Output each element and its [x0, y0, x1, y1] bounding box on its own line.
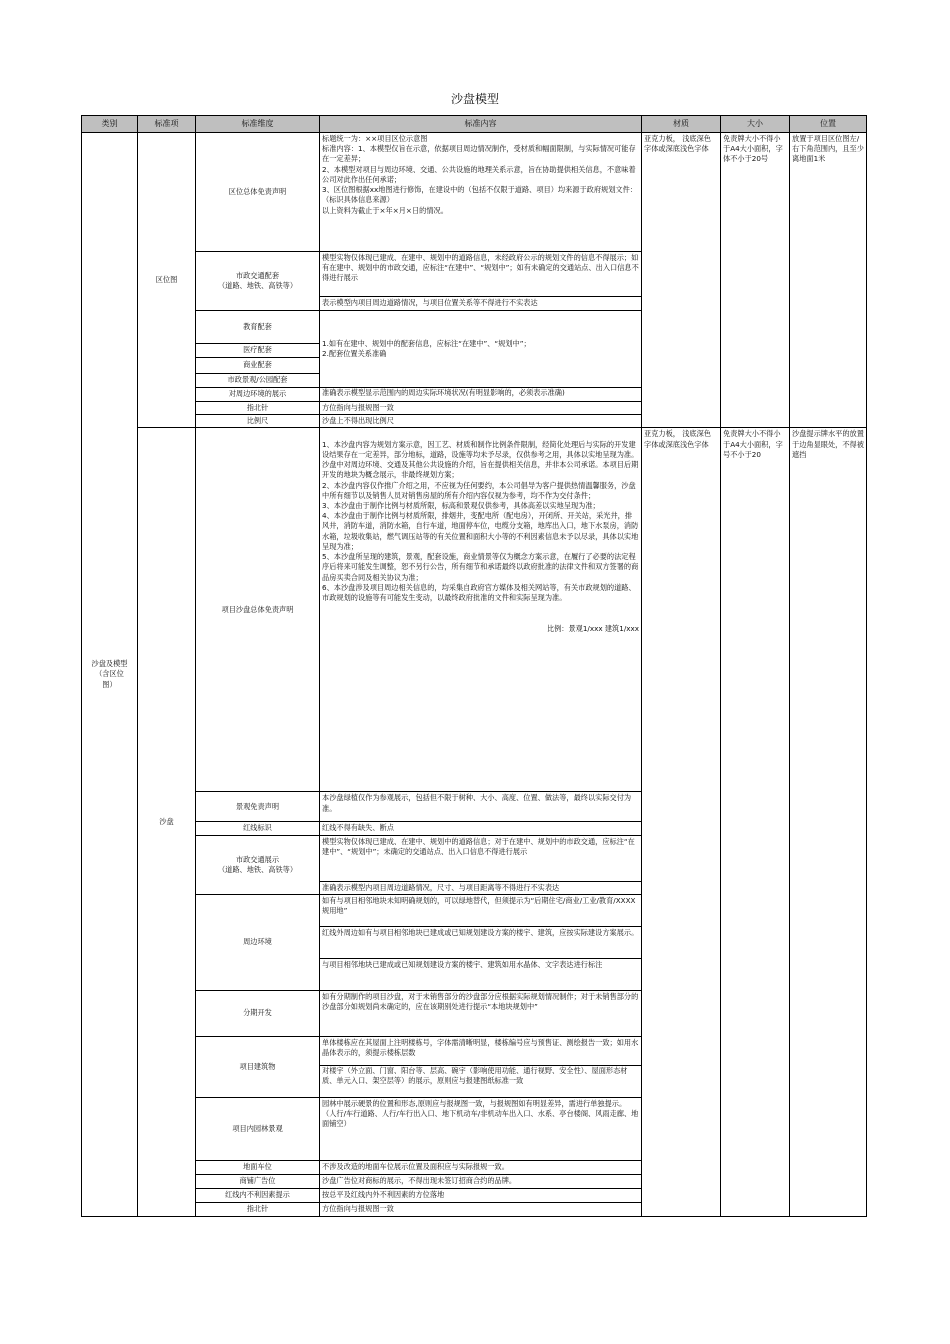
content-cell: 本沙盘绿植仅作为参观展示，包括但不限于树种、大小、高度、位置、做法等，最终以实际交付为准。	[320, 792, 642, 822]
content-cell: 与项目相邻地块已建成或已知规划建设方案的楼宇、建筑如用水晶体、文字表达进行标注	[320, 958, 642, 990]
content-cell: 准确表示模型显示范围内的周边实际环境状况(有明显影响的，必须表示准确)	[322, 388, 565, 397]
material-cell: 亚克力板， 浅底深色字体或深底浅色字体	[642, 428, 721, 1216]
standards-table	[81, 115, 867, 1217]
dimension-cell: 商业配套	[196, 358, 320, 374]
dimension-cell: 区位总体免责声明	[196, 133, 320, 252]
position-cell: 放置于项目区位图左/右下角范围内，且至少离地面1米	[790, 133, 867, 428]
page-title: 沙盘模型	[450, 92, 499, 106]
category-cell: 沙盘及模型 （含区位 图）	[82, 133, 138, 1217]
content-cell: 方位指向与报规图一致	[320, 402, 642, 415]
dimension-cell: 指北针	[196, 1202, 320, 1216]
content-cell: 模型实物仅体现已建成、在建中、规划中的道路信息；对于在建中、规划中的市政交通，应标注“在建中”、“规划中”；未确定的交通站点、出入口信息不得进行展示	[320, 835, 642, 881]
content-cell: 单体楼栋应在其屋面上注明楼栋号，字体需清晰明显，楼栋编号应与预售证、测绘报告一致；如用水晶体表示的，须提示楼栋层数	[320, 1036, 642, 1065]
dimension-cell: 教育配套	[196, 311, 320, 344]
disclaimer-text: 1、本沙盘内容为规划方案示意，因工艺、材质和制作比例条件限制，经简化处理后与实际的开发建设结果存在一定差异，部分地标，道路，设施等均未予尽录，仅供参考之用，具体以实地呈现为准。沙盘中对周边环境、交通及其他公共设施的介绍，旨在提供相关信息，并非本公司承诺。本项目后期开发的地块为概念展示，非最终规划方案； 2、本沙盘内容仅作推广介绍之用，不应视为任何要约，本公司倡导为客户提供热情温馨服务，沙盘中所有细节以及销售人员对销售房屋的所有介绍内容仅视为参考，均不作为交付条件； 3、本沙盘由于制作比例与材质所限，标高和景观仅供参考，具体高差以实地呈现为准； 4、本沙盘由于制作比例与材质所限，排烟井，变配电所（配电房），开闭所、开关站，采光井，排风井，消防车道，消防水箱，自行车道，地面停车位，电缆分支箱，地库出入口，地下水泵房，消防水箱，垃圾收集站，燃气调压站等的有关位置和面积大小等的不利因素信息未予以尽录，具体以实地呈现为准； 5、本沙盘所呈现的建筑，景观，配套设施，商业情景等仅为概念方案示意，在履行了必要的法定程序后将来可能发生调整，恕不另行公告，所有细节和承诺最终以政府批准的法律文件和双方签署的商品房买卖合同及相关协议为准； 6、本沙盘涉及项目周边相关信息的，均采集自政府官方媒体及相关网站等，有关市政规划的道路、市政规划的设施等有可能发生变动，以最终政府批准的文件和实际呈现为准。	[322, 439, 639, 602]
dimension-cell: 市政交通配套 （道路、地铁、高铁等）	[196, 252, 320, 311]
dimension-cell: 指北针	[196, 402, 320, 415]
header-size: 大小	[721, 116, 790, 133]
content-cell: 对楼宇（外立面、门窗、阳台等、层高、碗宇（影响使用功能、通行视野、安全性）、屋面形态材质、单元入口、架空层等）的展示，原则应与报建图纸标准一致	[322, 1065, 628, 1086]
content-cell: 如有分期制作的项目沙盘，对于未销售部分的沙盘部分应根据实际规划情况制作；对于未销售部分的沙盘部分如规划尚未确定的，应在该期别处进行提示“本地块规划中”	[320, 990, 642, 1036]
content-cell: 红线不得有缺失、断点	[320, 822, 642, 835]
dimension-cell: 商铺广告位	[196, 1174, 320, 1188]
dimension-cell: 对周边环境的展示	[196, 388, 320, 402]
table-row	[82, 133, 867, 252]
content-cell: 方位指向与报规图一致	[320, 1202, 642, 1216]
content-cell: 沙盘上不得出现比例尺	[320, 415, 642, 428]
header-position: 位置	[790, 116, 867, 133]
dimension-cell: 地面车位	[196, 1160, 320, 1174]
content-cell: 园林中展示硬景的位置和形态,原则应与报规图一致，与报规图如有明显差异，需进行单独提示。 （人行/车行道路、人行/车行出入口、地下机动车/非机动车出入口、水系、亭台楼阁、风雨走廊、地面铺空）	[320, 1097, 642, 1160]
material-cell: 亚克力板， 浅底深色字体或深底浅色字体	[642, 133, 721, 428]
size-cell: 免责牌大小不得小于A4大小面积，字号不小于20	[721, 428, 790, 1216]
header-dimension: 标准维度	[196, 116, 320, 133]
dimension-cell: 红线内不利因素提示	[196, 1188, 320, 1202]
dimension-cell: 红线标识	[196, 822, 320, 835]
content-cell: 准确表示模型内项目周边道路情况，尺寸、与项目距离等不得进行不实表达	[320, 881, 642, 894]
header-material: 材质	[642, 116, 721, 133]
scale-text: 比例：景观1/xxx 建筑1/xxx	[546, 623, 639, 633]
dimension-cell: 市政景观/公园配套	[196, 374, 320, 388]
content-cell: 不涉及改造的地面车位展示位置及面积应与实际报规一致。	[320, 1160, 642, 1174]
content-cell: 红线外周边如有与项目相邻地块已建成或已知规划建设方案的楼宇、建筑，应按实际建设方案展示。	[320, 926, 642, 958]
dimension-cell: 项目沙盘总体免责声明	[196, 428, 320, 792]
content-cell: 表示模型内项目周边道路情况，与项目位置关系等不得进行不实表达	[320, 297, 642, 311]
content-cell: 按总平及红线内外不利因素的方位落地	[320, 1188, 642, 1202]
dimension-cell: 项目建筑物	[196, 1036, 320, 1097]
position-cell: 沙盘提示牌水平的放置于边角显眼处，不得被遮挡	[790, 428, 867, 1216]
content-cell: 如有与项目相邻地块未知明确规划的，可以绿地替代，但须提示为“后期住宅/商业/工业/教育/XXXX规用地”	[320, 894, 642, 926]
content-cell: 1.如有在建中、规划中的配套信息，应标注“在建中”、“规划中”； 2.配套位置关系准确	[320, 311, 642, 388]
dimension-cell: 分期开发	[196, 990, 320, 1036]
dimension-cell: 周边环境	[196, 894, 320, 990]
content-cell	[320, 428, 642, 792]
dimension-cell: 市政交通展示 （道路、地铁、高铁等）	[196, 835, 320, 894]
content-cell: 模型实物仅体现已建成、在建中、规划中的道路信息，未经政府公示的规划文件的信息不得展示；如有在建中、规划中的市政交通，应标注“在建中”、“规划中”；如有未确定的交通站点、出入口信息不得进行展示	[320, 252, 642, 297]
dimension-cell: 景观免责声明	[196, 792, 320, 822]
dimension-cell: 比例尺	[196, 415, 320, 428]
item-cell: 沙盘	[138, 428, 196, 1216]
table-header-row	[82, 116, 867, 133]
dimension-cell: 项目内园林景观	[196, 1097, 320, 1160]
dimension-cell: 医疗配套	[196, 344, 320, 358]
table-row	[82, 428, 867, 792]
header-item: 标准项	[138, 116, 196, 133]
size-cell: 免责牌大小不得小于A4大小面积，字体不小于20号	[721, 133, 790, 428]
header-content: 标准内容	[320, 116, 642, 133]
item-cell: 区位图	[138, 133, 196, 428]
content-cell: 标题统一为：××项目区位示意图 标准内容：1、本模型仅旨在示意，依据项目周边情况制作，受材质和幅面限制，与实际情况可能存在一定差异； 2、本模型对项目与周边环境、交通、公共设施的地理关系示意，旨在协助提供相关信息，不意味着公司对此作出任何承诺； 3、区位图根据xx地图进行修饰，在建设中的（包括不仅限于道路、项目）均来源于政府规划文件：（标识具体信息来源） 以上资料为截止于×年×月×日的情况。	[320, 133, 642, 252]
header-category: 类别	[82, 116, 138, 133]
content-cell: 沙盘广告位对商标的展示，不得出现未签订招商合约的品牌。	[320, 1174, 642, 1188]
